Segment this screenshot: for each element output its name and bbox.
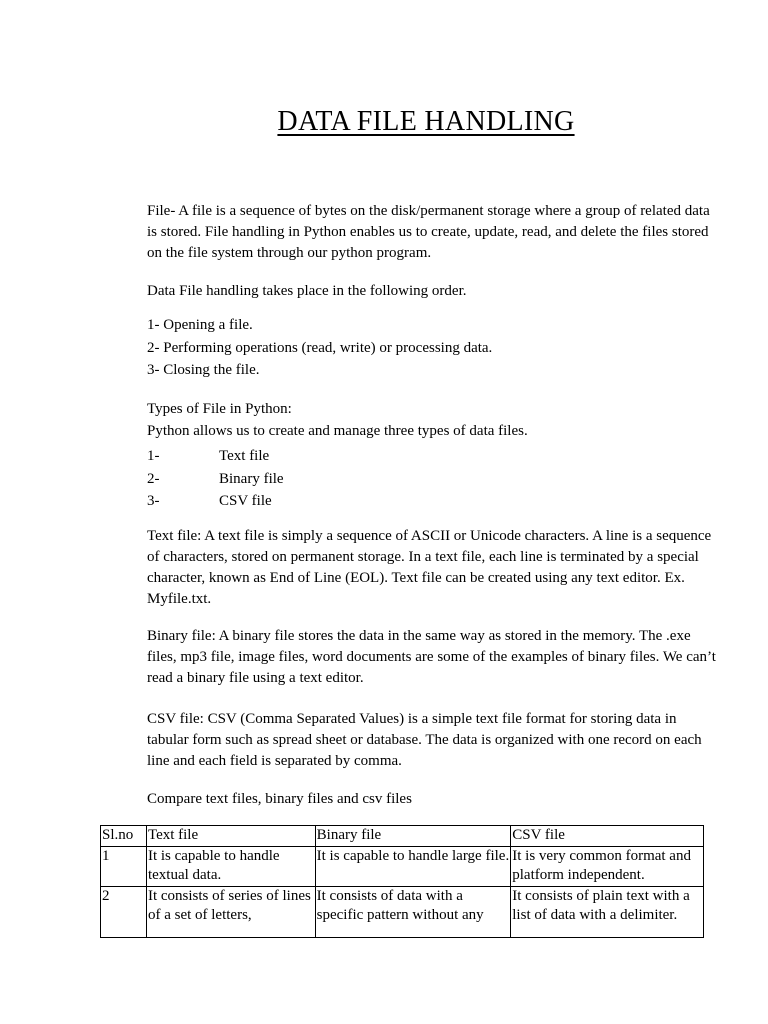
compare-heading: Compare text files, binary files and csv files: [147, 791, 412, 807]
table-cell: It is capable to handle textual data.: [146, 846, 315, 886]
file-types-list: [147, 445, 284, 513]
table-cell: It is capable to handle large file.: [315, 846, 511, 886]
table-header-cell: Binary file: [315, 826, 511, 847]
table-header-cell: Sl.no: [101, 826, 147, 847]
comparison-table: [100, 825, 704, 938]
file-type-number: 2-: [147, 470, 160, 487]
table-header-row: [101, 826, 704, 847]
file-type-label: Text file: [219, 448, 270, 464]
table-cell: It is very common format and platform independent.: [511, 846, 704, 886]
types-intro: Python allows us to create and manage three types of data files.: [147, 423, 528, 439]
order-steps-list: [147, 314, 492, 382]
file-type-item: [147, 490, 284, 513]
table-cell: 1: [101, 846, 147, 886]
file-type-number: 1-: [147, 448, 160, 464]
file-type-number: 3-: [147, 493, 160, 509]
order-step: 2- Performing operations (read, write) or processing data.: [147, 339, 493, 356]
table-cell: It consists of data with a specific pattern without any: [315, 886, 511, 937]
file-type-label: Binary file: [219, 470, 284, 487]
file-type-item: [147, 468, 284, 491]
table-header-cell: CSV file: [511, 826, 704, 847]
text-file-paragraph: Text file: A text file is simply a sequence of ASCII or Unicode characters. A line is a sequence of characters, stored on permanent storage. In a text file, each line is terminated by a special character, known as End of Line (EOL). Text file can be created using any text editor. Ex. Myfile.txt.: [147, 528, 712, 607]
table-header-cell: Text file: [146, 826, 315, 847]
table-row: [101, 886, 704, 937]
table-cell: It consists of series of lines of a set of letters,: [146, 886, 315, 937]
file-type-item: [147, 445, 284, 468]
csv-file-paragraph: CSV file: CSV (Comma Separated Values) is a simple text file format for storing data in tabular form such as spread sheet or database. The data is organized with one record on each line and each field is separated by comma.: [147, 711, 702, 769]
order-step: 3- Closing the file.: [147, 362, 260, 378]
types-heading: Types of File in Python:: [147, 401, 292, 417]
intro-paragraph: File- A file is a sequence of bytes on the disk/permanent storage where a group of related data is stored. File handling in Python enables us to create, update, read, and delete the files stored on the file system through our python program.: [147, 203, 710, 261]
order-heading: Data File handling takes place in the following order.: [147, 283, 467, 299]
file-type-label: CSV file: [219, 493, 272, 509]
table-cell: 2: [101, 886, 147, 937]
table-row: [101, 846, 704, 886]
order-step: 1- Opening a file.: [147, 317, 253, 333]
table-cell: It consists of plain text with a list of data with a delimiter.: [511, 886, 704, 937]
page-title: DATA FILE HANDLING: [277, 106, 575, 137]
binary-file-paragraph: Binary file: A binary file stores the data in the same way as stored in the memory. The .exe files, mp3 file, image files, word documents are some of the examples of binary files. We can’t read a binary file using a text editor.: [147, 628, 716, 686]
